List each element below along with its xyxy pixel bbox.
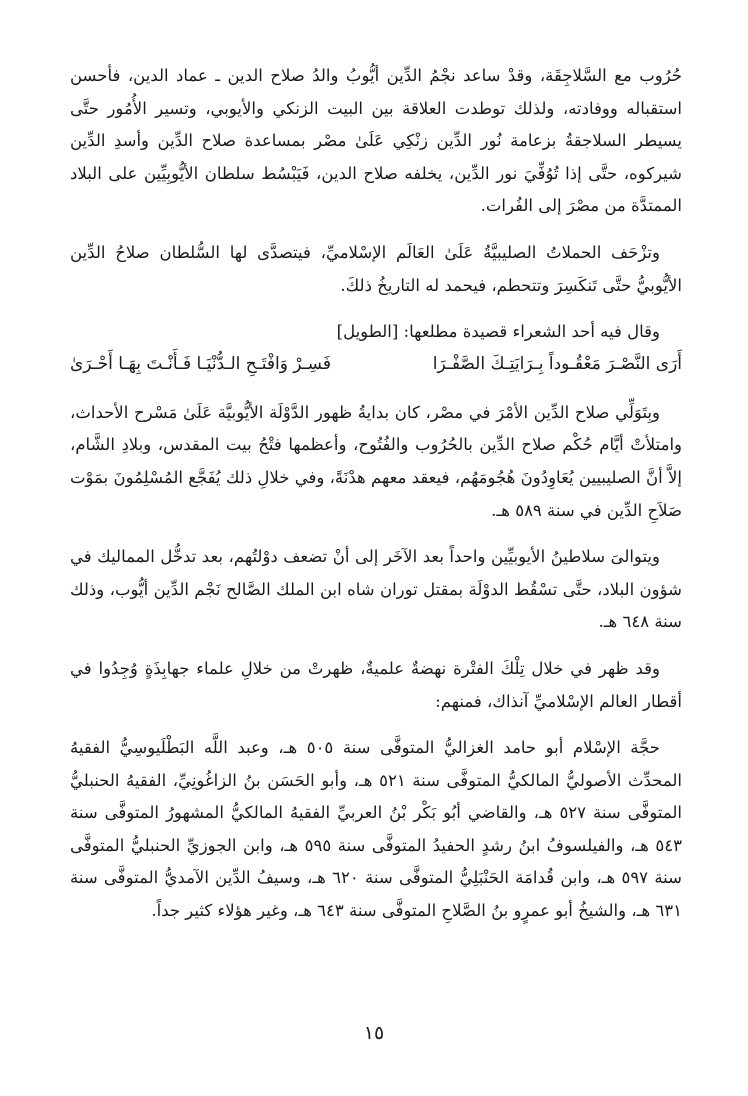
verse-first-hemistich: أَرَى النَّصْـرَ مَعْقُـوداً بِـرَايَتِـكَ الصَّفْـرَا <box>432 353 682 374</box>
poetry-verse <box>70 349 682 379</box>
paragraph-scientific-renaissance: وقد ظهر في خلال تِلْكَ الفتْرة نهضةٌ علميةٌ، ظهرتْ من خلالِ علماء جهابِذَةٍ وُجِدُوا في أقطار العالم الإسْلاميِّ آنذاك، فمنهم: <box>70 658 682 711</box>
paragraph-ayyubid-state: وبِتَوَلِّي صلاح الدِّين الأمْرَ في مصْر، كان بدايةُ ظهور الدَّوْلَة الأيُّوبيَّة عَلَىٰ مَسْرح الأحداث، وامتلأتْ أيَّام حُكْم صلاح الدِّين بالحُرُوب والفُتُوح، وأعظمها فتْحُ بيت المقدس، وبلادِ الشَّام، إلاَّ أنَّ الصليبيين يُعَاوِدُونَ هُجُومَهُم، فيعقد معهم هدْنَةً، وفي خلالِ ذلك يُفَجَّع المُسْلِمُونَ بمَوْت صَلاَحِ الدِّين في سنة ٥٨٩ هـ. <box>70 402 682 520</box>
paragraph-seljuk-relations: حُرُوب مع السَّلاجِقَة، وقدْ ساعد نجْمُ الدِّين أيُّوبُ والدُ صلاح الدين ـ عماد الدين، فأحسن استقباله ووفادته، ولذلك توطدت العلاقة بين البيت الزنكي والأيوبي، وتسير الأُمُور حتَّى يسيطر السلاجقةُ بزعامة نُور الدِّين زنْكِي عَلَىٰ مصْر بمساعدة صلاح الدِّين وأسدِ الدِّين شيركوه، حتَّى إذا تُوُفِّيَ نور الدِّين، يخلفه صلاح الدين، فَيَبْسُط سلطان الأيُّوبِيِّين على البلاد الممتدَّة من مصْرَ إلى الفُرات. <box>70 66 682 216</box>
verse-introduction: وقال فيه أحد الشعراء قصيدة مطلعها: [الطويل] <box>336 322 660 342</box>
verse-second-hemistich: فَسِـرْ وَافْتَـحِ الـدُّنْيَـا فَـأَنْـتَ بِهَـا أَحْـرَىٰ <box>70 353 331 374</box>
paragraph-crusades: وتزْحَف الحملاتُ الصليبيَّةُ عَلَىٰ العَالَم الإسْلاميِّ، فيتصدَّى لها السُّلطان صلاحُ الدِّين الأيُّوبيُّ حتَّى تَنكَسِرَ وتتحطم، فيحمد له التاريخُ ذلكَ. <box>70 242 682 295</box>
page-body <box>70 60 682 942</box>
paragraph-ayyubid-decline: ويتوالىَ سلاطينُ الأيوبيِّين واحداً بعد الآخَر إلى أنْ تضعف دوْلتُهم، بعد تدخُّل المماليك في شؤون البلاد، حتَّى تسْقُط الدوْلَة بمقتل توران شاه ابن الملك الصَّالح نَجْم الدِّين أيُّوب، وذلك سنة ٦٤٨ هـ. <box>70 547 682 632</box>
page-number: ١٥ <box>363 1022 385 1044</box>
paragraph-scholars-list: حجَّة الإسْلام أبو حامد الغزاليُّ المتوفَّى سنة ٥٠٥ هـ، وعبد اللَّه البَطْلَيوسِيُّ الفقيهُ المحدِّث الأصوليُّ المالكيُّ المتوفَّى سنة ٥٢١ هـ، وأبو الحَسَن بنُ الزاغُونِيِّ، الفقيهُ الحنبليُّ المتوفَّى سنة ٥٢٧ هـ، والقاضي أبُو بَكْر بْنُ العربيِّ الفقيهُ المالكيُّ المشهورُ المتوفَّى سنة ٥٤٣ هـ، والفيلسوفُ ابنُ رشدٍ الحفيدُ المتوفَّى سنة ٥٩٥ هـ، وابن الجوزيِّ الحنبليُّ المتوفَّى سنة ٥٩٧ هـ، وابن قُدامَة الحَنْبَلِيُّ المتوفَّى سنة ٦٢٠ هـ، وسيفُ الدِّين الآمديُّ المتوفَّى سنة ٦٣١ هـ، والشيخُ أبو عمرٍو بنُ الصَّلاحِ المتوفَّى سنة ٦٤٣ هـ، وغير هؤلاء كثير جداً. <box>70 738 682 921</box>
